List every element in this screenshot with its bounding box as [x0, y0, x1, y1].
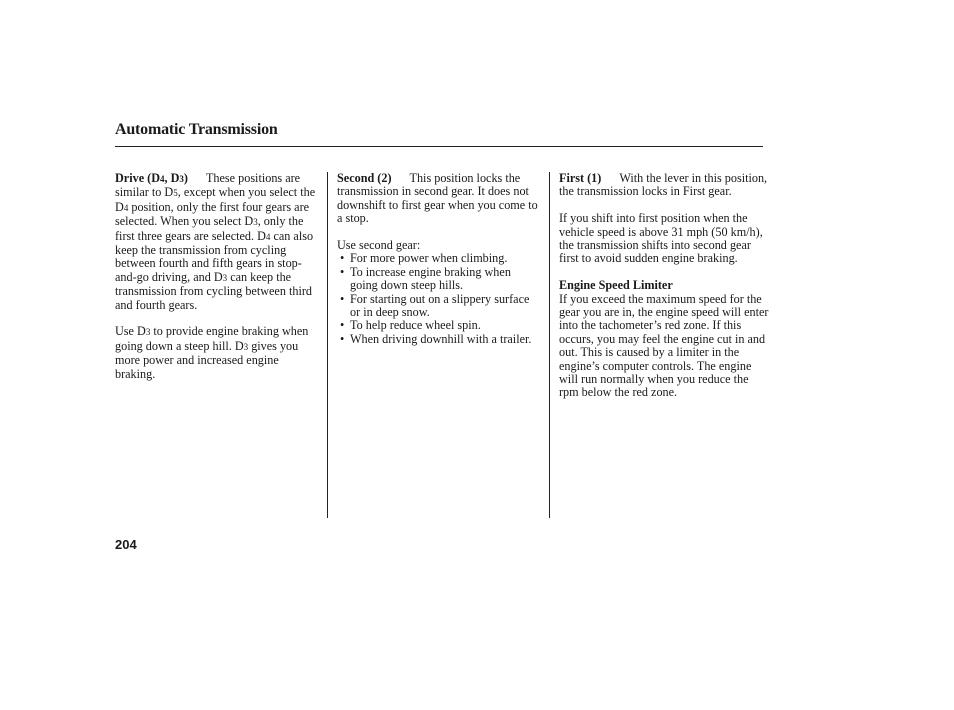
column-first [559, 172, 769, 413]
drive-heading: Drive (D4, D3) [115, 171, 188, 185]
shift-first-paragraph: If you shift into first position when the vehicle speed is above 31 mph (50 km/h), the transmission shifts into second gear first to avoid sudden engine braking. [559, 211, 763, 266]
page-number: 204 [115, 537, 137, 552]
list-item: • To increase engine braking when going down steep hills. [340, 264, 511, 293]
second-gear-bullet-list [337, 252, 541, 346]
column-divider-1 [327, 172, 328, 518]
list-item: • For more power when climbing. [340, 251, 508, 266]
first-paragraph: First (1) With the lever in this position, the transmission locks in First gear. [559, 171, 768, 199]
list-item: • When driving downhill with a trailer. [340, 331, 532, 346]
engine-speed-limiter-paragraph: If you exceed the maximum speed for the gear you are in, the engine speed will enter into the tachometer’s red zone. If this occurs, you may feel the engine cut in and out. This is caused by a limiter in the engine’s computer controls. The engine will run normally when you reduce the rpm below the red zone. [559, 291, 769, 400]
second-paragraph: Second (2) This position locks the transmission in second gear. It does not downshift to first gear when you come to a stop. [337, 171, 538, 226]
column-drive [115, 172, 319, 394]
use-second-label: Use second gear: [337, 238, 421, 253]
list-item: • For starting out on a slippery surface or in deep snow. [340, 291, 530, 320]
page-title: Automatic Transmission [115, 121, 278, 138]
second-heading: Second (2) [337, 171, 392, 185]
drive-paragraph: Drive (D4, D3) These positions are similar to D5, except when you select the D4 position, only the first four gears are selected. When you select D3, only the first three gears are selected. D4 can also keep the transmission from cycling between fourth and fifth gears in stop-and-go driving, and D3 can keep the transmission from cycling between third and fourth gears. [115, 171, 316, 312]
column-second [337, 172, 541, 346]
use-d3-paragraph: Use D3 to provide engine braking when going down a steep hill. D3 gives you more power and increased engine braking. [115, 324, 309, 381]
engine-speed-limiter-heading: Engine Speed Limiter [559, 278, 673, 293]
title-divider [115, 146, 763, 147]
list-item: • To help reduce wheel spin. [340, 318, 481, 333]
column-divider-2 [549, 172, 550, 518]
first-heading: First (1) [559, 171, 602, 185]
